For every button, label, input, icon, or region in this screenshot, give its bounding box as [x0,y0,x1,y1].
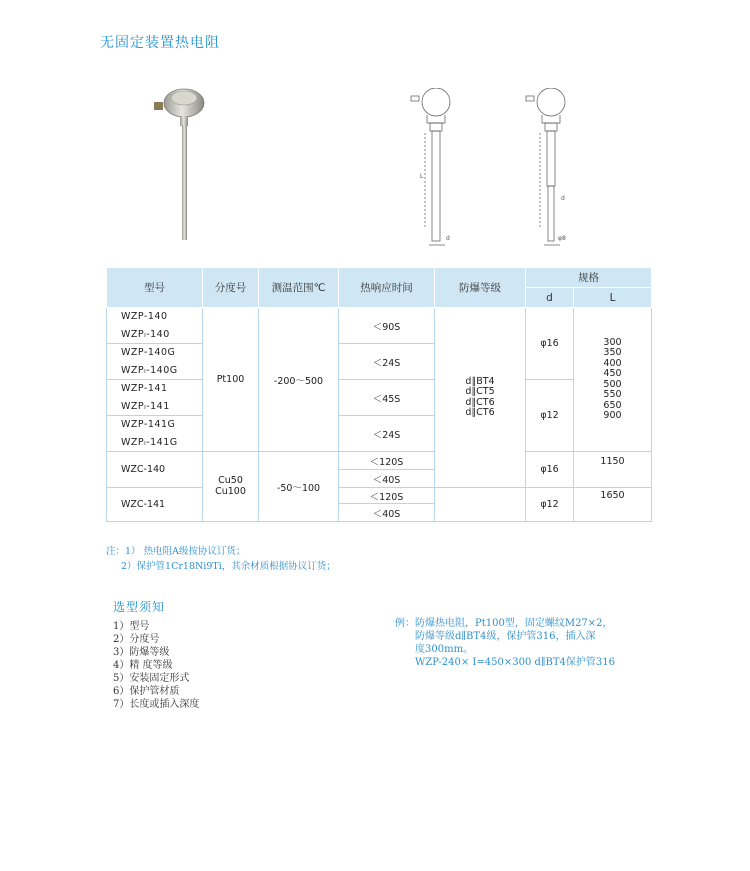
note-1: 注：1） 热电阻A级按协议订货； [106,546,246,557]
label-phi8: φ8 [558,235,566,242]
header-d: d [526,288,574,308]
label-L: L [420,173,424,180]
header-spec: 规格 [526,268,652,288]
response-cell: ＜45S [339,380,435,416]
header-range: 测温范围℃ [259,268,339,308]
response-cell: ＜90S [339,308,435,344]
selection-steps: 1）型号 2）分度号 3）防爆等级 4）精 度等级 5）安装固定形式 6）保护管材质 7）长度或插入深度 [113,621,200,710]
explosion-cell: d∥BT4 d∥CT5 d∥CT6 d∥CT6 [435,308,526,488]
model-cell: WZP-140G WZPₗ-140G [107,344,203,380]
response-cell: ＜24S [339,416,435,452]
header-graduation: 分度号 [203,268,259,308]
L-1650-cell: 1650 [574,488,652,522]
d-cell: φ12 [526,380,574,452]
response-cell: ＜40S [339,504,435,522]
model-cell: WZP-141G WZPₗ-141G [107,416,203,452]
response-cell: ＜120S [339,488,435,504]
response-cell: ＜24S [339,344,435,380]
graduation-pt: Pt100 [203,308,259,452]
header-explosion: 防爆等级 [435,268,526,308]
header-model: 型号 [107,268,203,308]
range-pt: -200～500 [259,308,339,452]
dimension-drawing-1 [405,88,475,248]
graduation-cu: Cu50 Cu100 [203,452,259,522]
L-1150-cell: 1150 [574,452,652,488]
selection-title: 选型须知 [113,600,166,614]
selection-example: 例：防爆热电阻，Pt100型，固定螺纹M27×2， 防爆等级d∥BT4级，保护管316，插入深 度300mm。 WZP-240× Ⅰ=450×300 d∥BT4保护管316 [395,618,615,668]
range-cu: -50～100 [259,452,339,522]
model-cell: WZC-140 [107,452,203,488]
note-2: 2）保护管1Cr18Ni9Ti，其余材质根据协议订货； [121,561,336,572]
header-response: 热响应时间 [339,268,435,308]
page-title: 无固定装置热电阻 [100,35,220,51]
model-cell: WZP-141 WZPₗ-141 [107,380,203,416]
dimension-drawing-2 [520,88,590,248]
response-cell: ＜40S [339,470,435,488]
response-cell: ＜120S [339,452,435,470]
d-cell: φ16 [526,452,574,488]
d-cell: φ16 [526,308,574,380]
label-d: d [446,235,450,242]
spec-table [106,267,652,522]
model-cell: WZP-140 WZPₗ-140 [107,308,203,344]
product-photo [150,85,230,245]
label-d: d [561,195,565,202]
L-values-cell: 300 350 400 450 500 550 650 900 [574,308,652,452]
d-cell: φ12 [526,488,574,522]
header-L: L [574,288,652,308]
model-cell: WZC-141 [107,488,203,522]
